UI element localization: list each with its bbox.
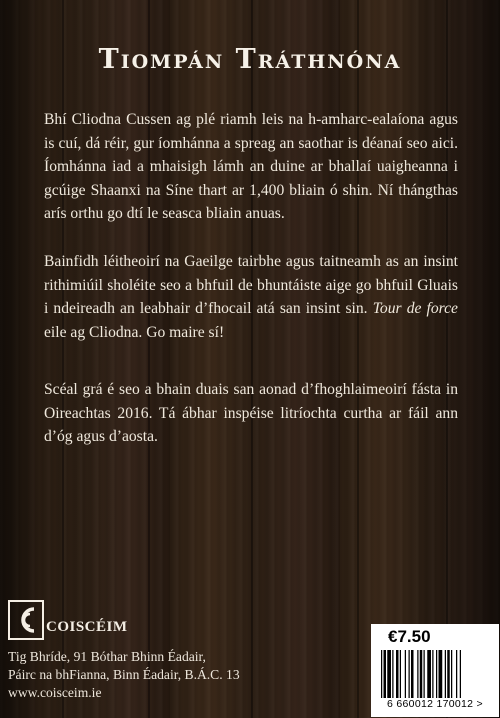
blurb-paragraph-2-text-end: eile ag Cliodna. Go maire sí! <box>44 323 225 341</box>
barcode-label <box>371 624 499 717</box>
barcode-digits: 6 660012 170012 > <box>387 698 483 710</box>
price-label: €7.50 <box>388 627 431 646</box>
publisher-name: COISCÉIM <box>46 619 128 635</box>
publisher-address <box>8 648 240 702</box>
blurb-italic-phrase: Tour de force <box>372 300 458 317</box>
blurb-paragraph-2-text: Bainfidh léitheoirí na Gaeilge tairbhe agus taitneamh as an insint rithimiúil sholéite seo a bhfuil de bhuntáiste aige go bhfuil Gluais i ndeireadh an leabhair d’fhocail atá san insint sin. <box>44 253 458 317</box>
publisher-website: www.coisceim.ie <box>8 685 102 700</box>
blurb-paragraph-1: Bhí Cliodna Cussen ag plé riamh leis na h-amharc-ealaíona agus is cuí, dá réir, gur íomhánna a spreag an saothar is déanaí seo aici. Íomhánna iad a mhaisigh lámh an duine ar bhallaí uaigheanna i gcúige Shaanxi na Síne thart ar 1,400 bliain ó shin. Ní thángthas arís orthu go dtí le seasca bliain anuas. <box>44 111 458 222</box>
blurb-paragraph-2 <box>44 250 458 344</box>
book-title: Tiompán Tráthnóna <box>98 44 402 75</box>
barcode-bars <box>379 650 495 698</box>
blurb-paragraph-3: Scéal grá é seo a bhain duais san aonad d’fhoghlaimeoirí fásta in Oireachtas 2016. Tá ábhar inspéise litríochta curtha ar fáil ann d’óg agus d’aosta. <box>44 381 458 445</box>
address-line-1: Tig Bhríde, 91 Bóthar Bhinn Éadair, <box>8 649 206 664</box>
address-line-2: Páirc na bhFianna, Binn Éadair, B.Á.C. 13 <box>8 667 240 682</box>
publisher-logo-icon <box>8 600 44 640</box>
